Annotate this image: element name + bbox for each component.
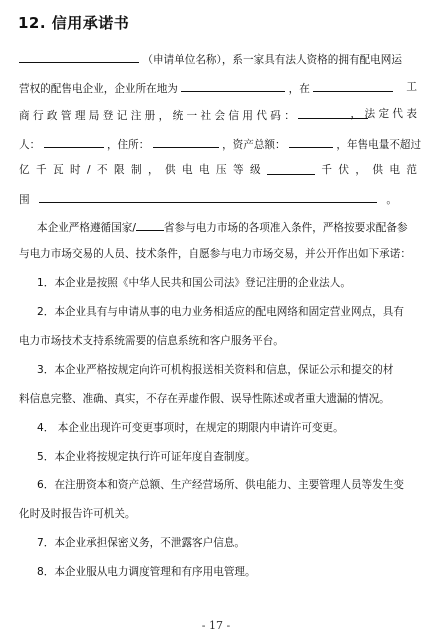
intro-line-2 — [19, 80, 417, 96]
commitment-item-6: 6．在注册资本和资产总额、生产经营场所、供电能力、主要管理人员等发生变 — [37, 479, 404, 491]
intro-text: ，资产总额： — [222, 139, 286, 151]
intro-text: 。 — [386, 194, 397, 206]
page-title: 12. 信用承诺书 — [18, 14, 130, 32]
intro-char: 限 — [113, 164, 125, 176]
blank-province[interactable] — [136, 219, 164, 231]
blank-supply-area[interactable] — [39, 191, 377, 203]
commitment-item-4: 4． 本企业出现许可变更事项时，在规定的期限内申请许可变更。 — [37, 422, 344, 434]
commitment-line-2: 与电力市场交易的人员、技术条件，自愿参与电力市场交易，并公开作出如下承诺： — [19, 248, 411, 260]
intro-char: ， — [355, 164, 366, 176]
intro-char: 瓦 — [53, 164, 64, 176]
blank-applicant-name[interactable] — [19, 51, 139, 63]
page-number: - 17 - — [201, 619, 231, 632]
intro-char: 压 — [215, 164, 227, 176]
commitment-text: 省参与电力市场的各项准入条件，严格按要求配备参 — [163, 222, 408, 234]
intro-char: 范 — [406, 164, 417, 176]
intro-text: ，住所： — [106, 139, 150, 151]
intro-text: 商 行 政 管 理 局 登 记 注 册 ， 统 一 社 会 信 用 代 码 ： — [19, 110, 295, 122]
intro-char: 电 — [198, 164, 210, 176]
intro-line-3 — [19, 107, 417, 123]
blank-voltage[interactable] — [267, 163, 315, 175]
intro-text: 营权的配售电企业，企业所在地为 — [19, 83, 178, 95]
commitment-item-1: 1．本企业是按照《中华人民共和国公司法》登记注册的企业法人。 — [37, 277, 351, 289]
intro-char: 级 — [249, 164, 261, 176]
intro-char: 供 — [164, 164, 176, 176]
intro-text: 工 — [406, 81, 417, 93]
blank-registry[interactable] — [313, 80, 393, 92]
intro-char: 制 — [130, 164, 142, 176]
commitment-item-7: 7．本企业承担保密义务，不泄露客户信息。 — [37, 537, 246, 549]
commitment-item-2: 2．本企业具有与申请从事的电力业务相适应的配电网络和固定营业网点，具有 — [37, 306, 404, 318]
blank-legal-rep[interactable] — [44, 136, 104, 148]
commitment-item-6-cont: 化时及时报告许可机关。 — [19, 508, 136, 520]
intro-line-6 — [19, 191, 397, 207]
intro-text: （申请单位名称），系一家具有法人资格的拥有配电网运 — [142, 54, 402, 66]
intro-text: ，在 — [288, 83, 310, 95]
commitment-item-3: 3．本企业严格按规定向许可机构报送相关资料和信息，保证公示和提交的材 — [37, 364, 394, 376]
intro-char: / — [87, 164, 91, 176]
intro-text: ， 法 定 代 表 — [350, 108, 417, 120]
intro-char: 千 — [36, 164, 47, 176]
intro-char: 供 — [372, 164, 383, 176]
intro-text: 围 — [19, 194, 30, 206]
intro-text: 人： — [19, 139, 41, 151]
intro-char: 电 — [181, 164, 193, 176]
intro-char: 亿 — [19, 164, 30, 176]
commitment-text: 本企业严格遵循国家/ — [37, 222, 136, 234]
intro-line-4 — [19, 136, 422, 152]
intro-char: 等 — [232, 164, 244, 176]
blank-assets[interactable] — [289, 136, 333, 148]
blank-address[interactable] — [153, 136, 219, 148]
intro-char: 伏 — [338, 164, 349, 176]
intro-char: 时 — [70, 164, 81, 176]
intro-char: 电 — [389, 164, 400, 176]
blank-location[interactable] — [181, 80, 285, 92]
intro-line-5 — [19, 163, 417, 177]
intro-text: ，年售电量不超过 — [336, 139, 422, 151]
intro-line-1 — [19, 51, 402, 67]
intro-char: 不 — [96, 164, 108, 176]
commitment-item-5: 5．本企业将按规定执行许可证年度自查制度。 — [37, 451, 256, 463]
commitment-line-1 — [37, 219, 408, 235]
commitment-item-3-cont: 料信息完整、准确、真实，不存在弄虚作假、误导性陈述或者重大遗漏的情况。 — [19, 393, 390, 405]
commitment-item-2-cont: 电力市场技术支持系统需要的信息系统和客户服务平台。 — [19, 335, 284, 347]
commitment-item-8: 8．本企业服从电力调度管理和有序用电管理。 — [37, 566, 256, 578]
intro-char: ， — [147, 164, 159, 176]
intro-char: 千 — [321, 164, 332, 176]
